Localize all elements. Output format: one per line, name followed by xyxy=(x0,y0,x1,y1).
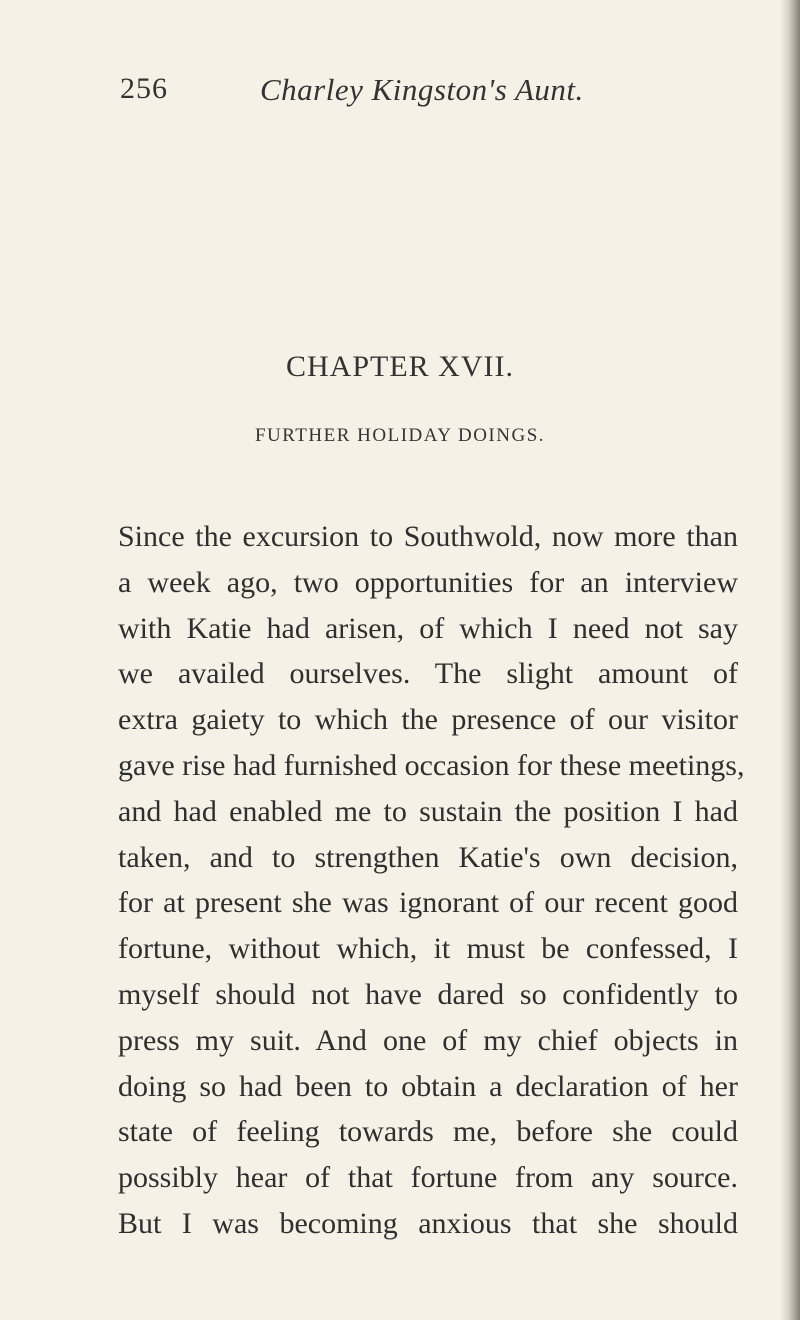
text-line: state of feeling towards me, before she could xyxy=(118,1115,738,1149)
text-line: extra gaiety to which the presence of our visitor xyxy=(118,703,738,737)
body-text xyxy=(118,514,745,1247)
text-line: with Katie had arisen, of which I need not say xyxy=(118,611,738,645)
chapter-subtitle: FURTHER HOLIDAY DOINGS. xyxy=(254,425,546,446)
running-title: Charley Kingston's Aunt. xyxy=(260,72,584,107)
page-number: 256 xyxy=(120,72,168,105)
chapter-heading: CHAPTER XVII. xyxy=(286,350,514,383)
text-line: press my suit. And one of my chief objects in xyxy=(118,1023,738,1057)
running-head xyxy=(120,72,720,112)
text-line: doing so had been to obtain a declaration of her xyxy=(118,1069,738,1103)
text-line: we availed ourselves. The slight amount of xyxy=(118,657,738,691)
text-line: Since the excursion to Southwold, now more than xyxy=(118,520,738,553)
text-line: a week ago, two opportunities for an interview xyxy=(118,565,738,599)
text-line: But I was becoming anxious that she should xyxy=(118,1206,738,1240)
text-line: possibly hear of that fortune from any source. xyxy=(118,1161,738,1195)
text-line: fortune, without which, it must be confessed, I xyxy=(118,932,738,966)
text-line: for at present she was ignorant of our recent good xyxy=(118,886,738,920)
page-edge-shadow xyxy=(780,0,800,1320)
text-line: taken, and to strengthen Katie's own decision, xyxy=(118,840,738,874)
text-line: myself should not have dared so confidently to xyxy=(118,977,738,1011)
text-line: gave rise had furnished occasion for these meetings, xyxy=(118,748,745,782)
text-line: and had enabled me to sustain the position I had xyxy=(118,794,738,828)
